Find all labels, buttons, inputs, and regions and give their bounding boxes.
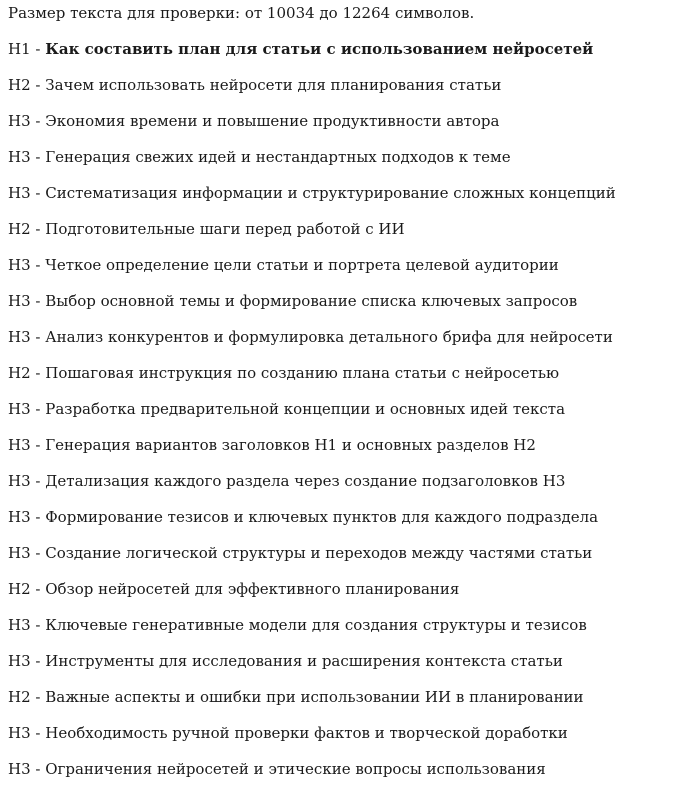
level-separator: - (30, 292, 46, 310)
outline-item-h3 (8, 760, 690, 778)
outline-item-h3 (8, 292, 690, 310)
level-separator: - (30, 580, 46, 598)
level-separator: - (30, 400, 46, 418)
outline-item-h3 (8, 400, 690, 418)
level-separator: - (30, 220, 46, 238)
heading-level-label: H3 (8, 544, 31, 562)
heading-level-label: H3 (8, 724, 31, 742)
outline-item-h3 (8, 508, 690, 526)
heading-level-label: H2 (8, 688, 31, 706)
heading-text: Систематизация информации и структурирование сложных концепций (45, 184, 616, 202)
outline-item-h3 (8, 436, 690, 454)
outline-item-h3 (8, 724, 690, 742)
outline-item-h3 (8, 472, 690, 490)
heading-level-label: H3 (8, 616, 31, 634)
heading-level-label: H3 (8, 400, 31, 418)
heading-text: Анализ конкурентов и формулировка детального брифа для нейросети (45, 328, 613, 346)
outline-item-h3 (8, 184, 690, 202)
heading-level-label: H3 (8, 436, 31, 454)
heading-level-label: H3 (8, 292, 31, 310)
outline-item-h3 (8, 256, 690, 274)
outline-item-h2 (8, 688, 690, 706)
heading-text: Ключевые генеративные модели для создания структуры и тезисов (45, 616, 587, 634)
heading-level-label: H3 (8, 184, 31, 202)
level-separator: - (30, 148, 46, 166)
heading-text: Ограничения нейросетей и этические вопросы использования (45, 760, 546, 778)
level-separator: - (30, 328, 46, 346)
level-separator: - (30, 616, 46, 634)
heading-text: Зачем использовать нейросети для планирования статьи (45, 76, 502, 94)
heading-text: Создание логической структуры и переходов между частями статьи (45, 544, 593, 562)
level-separator: - (30, 760, 46, 778)
heading-text: Важные аспекты и ошибки при использовании ИИ в планировании (45, 688, 584, 706)
outline-item-h3 (8, 616, 690, 634)
heading-level-label: H3 (8, 112, 31, 130)
heading-text: Как составить план для статьи с использованием нейросетей (45, 40, 594, 58)
heading-text: Необходимость ручной проверки фактов и творческой доработки (45, 724, 568, 742)
level-separator: - (30, 256, 46, 274)
heading-level-label: H2 (8, 220, 31, 238)
outline-item-h3 (8, 148, 690, 166)
heading-level-label: H2 (8, 364, 31, 382)
outline-item-h2 (8, 76, 690, 94)
heading-text: Генерация свежих идей и нестандартных подходов к теме (45, 148, 511, 166)
heading-level-label: H3 (8, 652, 31, 670)
level-separator: - (30, 76, 46, 94)
level-separator: - (30, 508, 46, 526)
level-separator: - (30, 688, 46, 706)
heading-level-label: H3 (8, 760, 31, 778)
heading-level-label: H3 (8, 508, 31, 526)
heading-text: Разработка предварительной концепции и основных идей текста (45, 400, 566, 418)
outline-item-h3 (8, 544, 690, 562)
heading-level-label: H1 (8, 40, 31, 58)
heading-text: Подготовительные шаги перед работой с ИИ (45, 220, 405, 238)
heading-level-label: H3 (8, 148, 31, 166)
heading-text: Выбор основной темы и формирование списка ключевых запросов (45, 292, 578, 310)
heading-text: Генерация вариантов заголовков H1 и основных разделов H2 (45, 436, 536, 454)
heading-outline-list (8, 40, 690, 778)
level-separator: - (30, 40, 46, 58)
heading-level-label: H3 (8, 256, 31, 274)
heading-level-label: H3 (8, 472, 31, 490)
text-size-note: Размер текста для проверки: от 10034 до 12264 символов. (8, 4, 475, 22)
outline-item-h3 (8, 112, 690, 130)
heading-text: Экономия времени и повышение продуктивности автора (45, 112, 500, 130)
outline-item-h3 (8, 328, 690, 346)
level-separator: - (30, 544, 46, 562)
outline-item-h3 (8, 652, 690, 670)
level-separator: - (30, 112, 46, 130)
heading-level-label: H3 (8, 328, 31, 346)
level-separator: - (30, 472, 46, 490)
heading-text: Пошаговая инструкция по созданию плана статьи с нейросетью (45, 364, 560, 382)
heading-text: Инструменты для исследования и расширения контекста статьи (45, 652, 563, 670)
heading-text: Обзор нейросетей для эффективного планирования (45, 580, 460, 598)
level-separator: - (30, 652, 46, 670)
outline-item-h1 (8, 40, 690, 58)
level-separator: - (30, 364, 46, 382)
heading-level-label: H2 (8, 76, 31, 94)
heading-text: Детализация каждого раздела через создание подзаголовков H3 (45, 472, 566, 490)
outline-item-h2 (8, 580, 690, 598)
level-separator: - (30, 436, 46, 454)
level-separator: - (30, 724, 46, 742)
heading-level-label: H2 (8, 580, 31, 598)
document-body (8, 4, 690, 778)
level-separator: - (30, 184, 46, 202)
heading-text: Формирование тезисов и ключевых пунктов для каждого подраздела (45, 508, 599, 526)
outline-item-h2 (8, 364, 690, 382)
outline-item-h2 (8, 220, 690, 238)
heading-text: Четкое определение цели статьи и портрета целевой аудитории (45, 256, 559, 274)
